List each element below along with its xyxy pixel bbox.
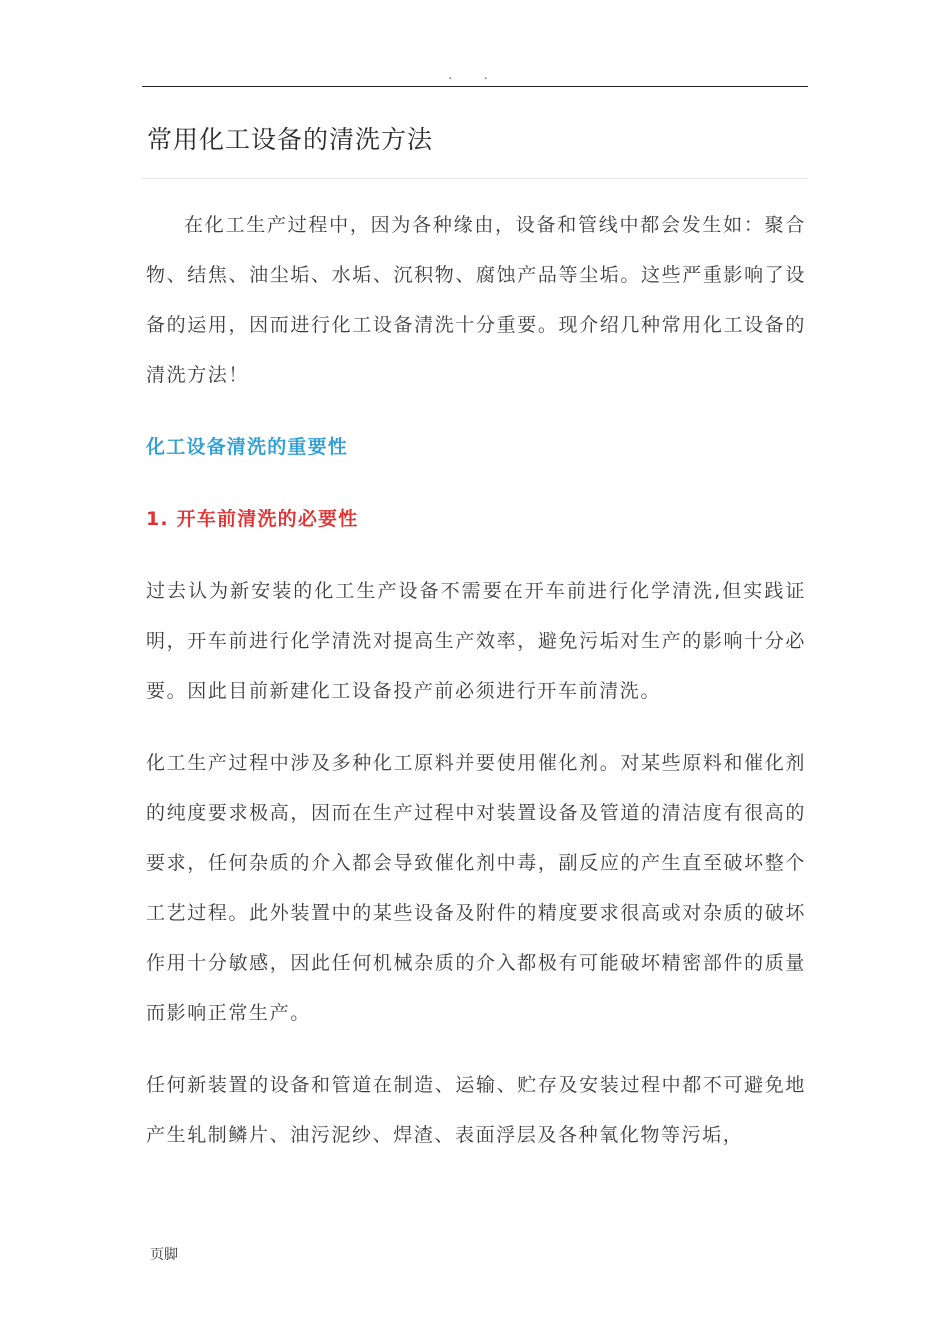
page-title: 常用化工设备的清洗方法: [147, 125, 434, 154]
subheading: 1. 开车前清洗的必要性: [146, 508, 359, 530]
footer-label: 页脚: [150, 1247, 178, 1263]
header-rule: [142, 86, 808, 87]
body-paragraph: 任何新装置的设备和管道在制造、运输、贮存及安装过程中都不可避免地产生轧制鳞片、油污泥纱、焊渣、表面浮层及各种氧化物等污垢，: [146, 1074, 806, 1146]
document-body: [146, 200, 806, 1160]
title-divider: [142, 178, 808, 179]
header-dots: . .: [448, 68, 502, 82]
body-paragraph: 过去认为新安装的化工生产设备不需要在开车前进行化学清洗,但实践证明，开车前进行化学清洗对提高生产效率，避免污垢对生产的影响十分必要。因此目前新建化工设备投产前必须进行开车前清洗。: [146, 580, 806, 702]
section-heading: 化工设备清洗的重要性: [146, 436, 349, 458]
body-paragraph: 化工生产过程中涉及多种化工原料并要使用催化剂。对某些原料和催化剂的纯度要求极高，因而在生产过程中对装置设备及管道的清洁度有很高的要求，任何杂质的介入都会导致催化剂中毒，副反应的产生直至破坏整个工艺过程。此外装置中的某些设备及附件的精度要求很高或对杂质的破坏作用十分敏感，因此任何机械杂质的介入都极有可能破坏精密部件的质量而影响正常生产。: [146, 752, 806, 1024]
intro-paragraph: 在化工生产过程中，因为各种缘由，设备和管线中都会发生如：聚合物、结焦、油尘垢、水垢、沉积物、腐蚀产品等尘垢。这些严重影响了设备的运用，因而进行化工设备清洗十分重要。现介绍几种常用化工设备的清洗方法！: [146, 214, 806, 386]
